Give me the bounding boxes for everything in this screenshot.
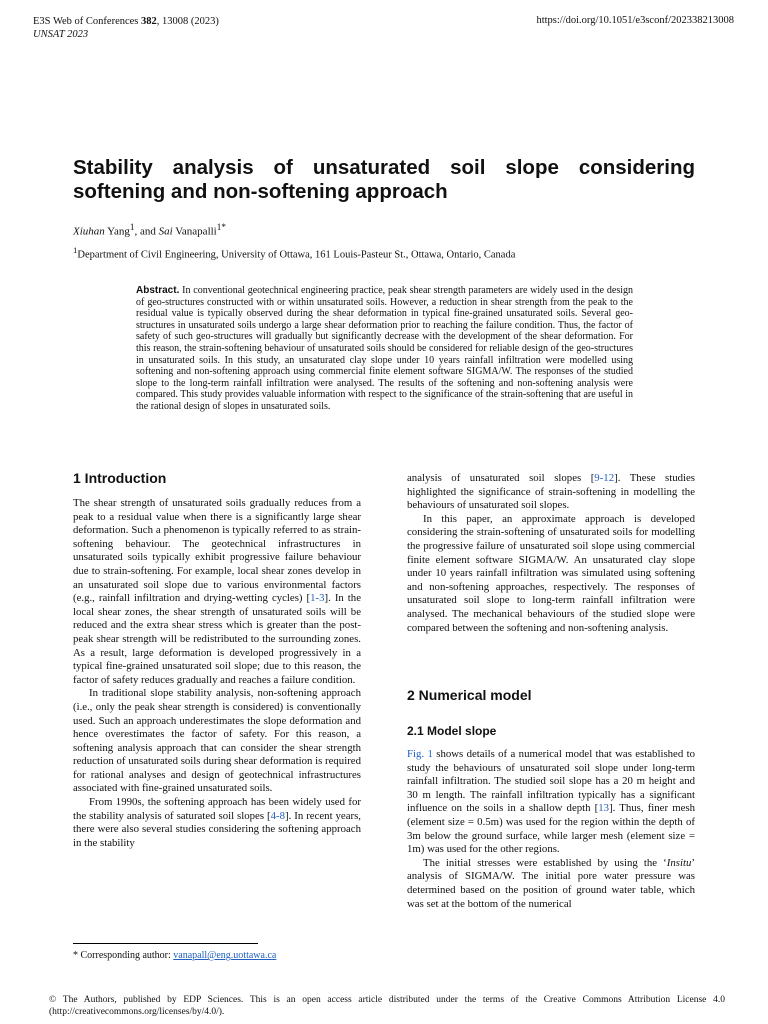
abstract-label: Abstract. [136, 285, 180, 296]
right-column-bottom [407, 748, 695, 911]
right-column-top [407, 472, 695, 635]
paragraph: The shear strength of unsaturated soils gradually reduces from a peak to a residual value when there is a significantly large shear deformation. Such a phenomenon is typically referred to as strain-softening behaviour. The geotechnical infrastructures in unsaturated soils typically exhibit progressive failure behaviour due to strain-softening. For example, local shear zones develop in an unsaturated soil slope due to various environmental factors (e.g., rainfall infiltration and drying-wetting cycles) [1-3]. In the local shear zones, the shear strength of unsaturated soils will be reduced and the extra shear stress which is greater than the post-peak shear strength will be redistributed to the surrounding zones. As a result, large deformation is developed progressively in a typical fine-grained unsaturated soil slope; due to this reason, the factor of safety reduces gradually and reaches a failure condition. [73, 497, 361, 686]
section-heading-introduction: 1 Introduction [73, 470, 167, 486]
conference-name: UNSAT 2023 [33, 29, 89, 40]
footnote: * Corresponding author: vanapall@eng.uottawa.ca [73, 950, 277, 961]
running-header [33, 15, 219, 41]
citation-link[interactable]: 13 [598, 802, 610, 815]
citation-link[interactable]: 4-8 [270, 809, 285, 822]
section-heading-numerical-model: 2 Numerical model [407, 687, 532, 703]
journal-citation: E3S Web of Conferences 382, 13008 (2023) [33, 16, 219, 27]
footnote-divider [73, 943, 258, 944]
paper-title: Stability analysis of unsaturated soil slope considering softening and non-softening approach [73, 156, 695, 203]
email-link[interactable]: vanapall@eng.uottawa.ca [173, 950, 277, 961]
citation-link[interactable]: 9-12 [594, 472, 615, 484]
citation-link[interactable]: 1-3 [310, 592, 325, 605]
paragraph: The initial stresses were established by using the ‘Insitu’ analysis of SIGMA/W. The initial pore water pressure was determined based on the position of ground water table, which was set at the bottom of the numerical [407, 856, 695, 910]
paragraph: Fig. 1 shows details of a numerical model that was established to study the behaviours of unsaturated soil slope under long-term rainfall infiltration. The studied soil slope has a 20 m height and 30 m length. The rainfall infiltration typically has a significant influence on the soils in a shallow depth [13]. Thus, finer mesh (element size = 0.5m) was used for the region within the depth of 3m below the ground surface, while larger mesh (element size = 1m) was used for the other regions. [407, 748, 696, 856]
license-notice: © The Authors, published by EDP Sciences. This is an open access article distributed under the terms of the Creative Commons Attribution License 4.0 (http://creativecommons.org/licenses/by/4.0/). [49, 995, 725, 1017]
abstract-text: In conventional geotechnical engineering practice, peak shear strength parameters are widely used in the design of geo-structures constructed with or within unsaturated soils. However, a reduction in shear strength from the peak to the residual value is typically observed during the shear deformation in typical fine-grained unsaturated soils. Several geo-structures in unsaturated soils undergo a large shear deformation prior to reaching the failure condition. Thus, the factor of safety of such geo-structures will gradually but significantly decrease with the development of the shear deformation. For this reason, the strain-softening behaviour of unsaturated soils should be considered for reliable design of the geo-structures in unsaturated soils. In this study, an unsaturated clay slope under 10 years rainfall infiltration were modelled using softening and non-softening approach using commercial finite element software SIGMA/W. The responses of the studied slope to the long-term rainfall infiltration were analysed. The results of the softening and non-softening analysis were compared. This study provides valuable information with respect to the significance of the strain-softening that are useful in the rational design of slopes in unsaturated soils. [136, 285, 633, 412]
volume-number: 382 [141, 16, 157, 27]
paragraph: In this paper, an approximate approach is developed considering the strain-softening of unsaturated soils for modelling the progressive failure of unsaturated soil slope using commercial finite element software SIGMA/W. An unsaturated clay slope under 10 years rainfall infiltration was simulated using softening and non-softening approaches, respectively. The responses of unsaturated soil slope to long-term rainfall infiltration were analysed. The mechanical behaviours of the studied slope were compared between the softening and non-softening analysis. [407, 512, 695, 634]
doi-link[interactable]: https://doi.org/10.1051/e3sconf/202338213008 [536, 15, 734, 26]
paragraph: In traditional slope stability analysis, non-softening approach (i.e., only the peak shear strength is considered) is conventionally used. Such an approach underestimates the slope deformation and hence overestimates the factor of safety. For this reason, a softening analysis approach that can consider the shear strength reduction of unsaturated soils during shear deformation is required for rational analyses and design of geotechnical infrastructures associated with fine-grained unsaturated soils. [73, 687, 361, 795]
abstract [136, 285, 633, 413]
figure-link[interactable]: Fig. 1 [407, 748, 433, 760]
left-column [73, 497, 361, 850]
author-list: Xiuhan Yang$^1$, and Sai Vanapalli$^{1*}$ [73, 222, 226, 238]
subsection-heading-model-slope: 2.1 Model slope [407, 724, 497, 738]
affiliation: $^1$Department of Civil Engineering, University of Ottawa, 161 Louis-Pasteur St., Ottawa, Ontario, Canada [73, 245, 516, 261]
paragraph: analysis of unsaturated soil slopes [9-12]. These studies highlighted the significance of strain-softening in modelling the behaviours of unsaturated soil slopes. [407, 472, 695, 512]
paragraph: From 1990s, the softening approach has been widely used for the stability analysis of saturated soil slopes [4-8]. In recent years, there were also several studies considering the softening approach in the stability [73, 796, 361, 849]
